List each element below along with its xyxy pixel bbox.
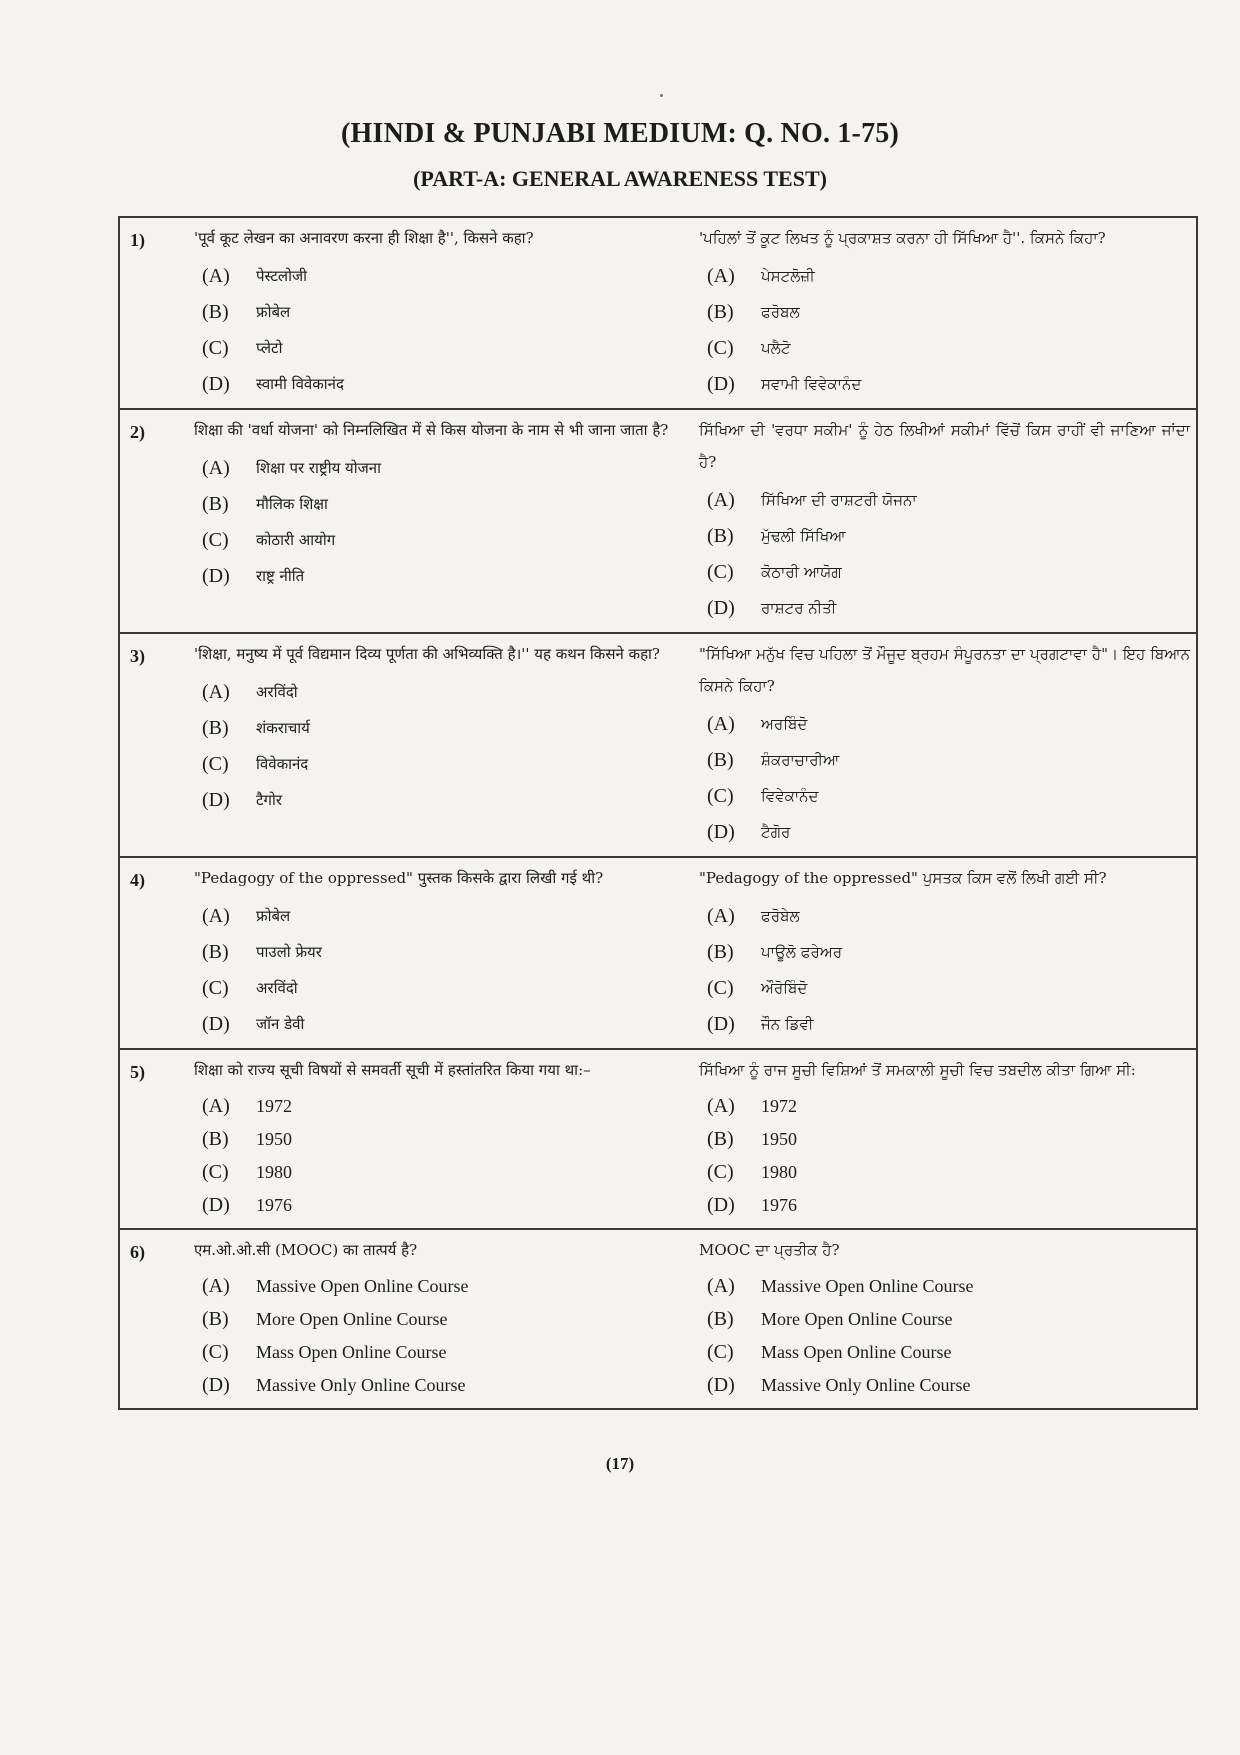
option-letter: (B): [707, 300, 734, 323]
option-letter: (C): [202, 976, 229, 999]
option-letter: (A): [202, 680, 230, 703]
punjabi-option: [699, 934, 1190, 970]
hindi-question-text: शिक्षा की 'वर्धा योजना' को निम्नलिखित में से किस योजना के नाम से भी जाना जाता है?: [194, 421, 669, 439]
question-number: 2): [130, 422, 145, 442]
option-text: ਟੈਗੋਰ: [761, 823, 791, 841]
option-letter: (C): [202, 1161, 229, 1183]
option-text: फ्रोबेल: [256, 303, 291, 321]
option-text: कोठारी आयोग: [256, 531, 336, 549]
punjabi-question-text: MOOC ਦਾ ਪ੍ਰਤੀਕ ਹੈ?: [699, 1241, 840, 1259]
option-letter: (A): [202, 456, 230, 479]
option-letter: (A): [707, 1095, 735, 1117]
option-letter: (D): [707, 1194, 735, 1216]
punjabi-column: [695, 218, 1200, 408]
hindi-option: [194, 1270, 685, 1303]
option-text: Massive Only Online Course: [761, 1375, 971, 1395]
hindi-option: [194, 1006, 685, 1042]
hindi-question-text: "Pedagogy of the oppressed" पुस्तक किसके द्वारा लिखी गई थी?: [194, 869, 604, 887]
option-letter: (C): [202, 1341, 229, 1363]
punjabi-option: [699, 1189, 1190, 1222]
hindi-question-text: शिक्षा को राज्य सूची विषयों से समवर्ती सूची में हस्तांतरित किया गया था:–: [194, 1061, 591, 1079]
option-letter: (D): [202, 1012, 230, 1035]
option-letter: (C): [707, 560, 734, 583]
hindi-option: [194, 782, 685, 818]
option-letter: (C): [202, 336, 229, 359]
option-text: Massive Open Online Course: [256, 1276, 469, 1296]
option-text: अरविंदो: [256, 979, 298, 997]
question-number: 5): [130, 1062, 145, 1082]
hindi-question-text: 'शिक्षा, मनुष्य में पूर्व विद्यमान दिव्य पूर्णता की अभिव्यक्ति है।'' यह कथन किसने कहा?: [194, 645, 660, 663]
page-title: (HINDI & PUNJABI MEDIUM: Q. NO. 1-75): [340, 118, 900, 149]
hindi-option: [194, 366, 685, 402]
option-text: मौलिक शिक्षा: [256, 495, 328, 513]
punjabi-option: [699, 554, 1190, 590]
punjabi-column: [695, 410, 1200, 632]
hindi-question-text: एम.ओ.ओ.सी (MOOC) का तात्पर्य है?: [194, 1241, 418, 1259]
hindi-option: [194, 898, 685, 934]
punjabi-option: [699, 330, 1190, 366]
punjabi-option: [699, 706, 1190, 742]
hindi-option: [194, 1189, 685, 1222]
option-letter: (D): [202, 788, 230, 811]
option-text: राष्ट्र नीति: [256, 567, 305, 585]
scan-speck: [660, 94, 663, 97]
hindi-option: [194, 970, 685, 1006]
hindi-option: [194, 330, 685, 366]
option-text: ਔਰੋਬਿੰਦੋ: [761, 979, 808, 997]
hindi-option: [194, 522, 685, 558]
hindi-option: [194, 486, 685, 522]
option-text: 1972: [256, 1096, 292, 1116]
option-text: ਮੁੱਢਲੀ ਸਿੱਖਿਆ: [761, 527, 846, 545]
option-text: टैगोर: [256, 791, 283, 809]
option-text: Mass Open Online Course: [761, 1342, 952, 1362]
hindi-column: [190, 1050, 695, 1228]
option-letter: (B): [707, 524, 734, 547]
option-letter: (B): [202, 1308, 229, 1330]
hindi-question-text: 'पूर्व कूट लेखन का अनावरण करना ही शिक्षा है'', किसने कहा?: [194, 229, 534, 247]
option-text: 1950: [761, 1129, 797, 1149]
option-text: More Open Online Course: [761, 1309, 953, 1329]
punjabi-option: [699, 1336, 1190, 1369]
option-text: फ्रोबेल: [256, 907, 291, 925]
option-text: ਵਿਵੇਕਾਨੰਦ: [761, 787, 819, 805]
option-text: ਫਰੋਬਲ: [761, 303, 800, 321]
option-letter: (D): [202, 564, 230, 587]
punjabi-option: [699, 1123, 1190, 1156]
option-text: 1972: [761, 1096, 797, 1116]
option-text: स्वामी विवेकानंद: [256, 375, 344, 393]
hindi-option: [194, 258, 685, 294]
hindi-option: [194, 934, 685, 970]
option-text: अरविंदो: [256, 683, 298, 701]
option-letter: (C): [707, 976, 734, 999]
punjabi-option: [699, 970, 1190, 1006]
question-row: [120, 1048, 1196, 1228]
option-text: शंकराचार्य: [256, 719, 310, 737]
punjabi-option: [699, 1369, 1190, 1402]
punjabi-option: [699, 258, 1190, 294]
option-text: 1980: [256, 1162, 292, 1182]
hindi-column: [190, 858, 695, 1048]
hindi-option: [194, 1336, 685, 1369]
option-letter: (B): [707, 1128, 734, 1150]
page-number: (17): [605, 1454, 635, 1473]
option-letter: (D): [707, 596, 735, 619]
punjabi-question-text: 'ਪਹਿਲਾਂ ਤੋਂ ਕੂਟ ਲਿਖਤ ਨੂੰ ਪ੍ਰਕਾਸ਼ਤ ਕਰਨਾ ਹੀ ਸਿੱਖਿਆ ਹੈ''. ਕਿਸਨੇ ਕਿਹਾ?: [699, 229, 1106, 247]
hindi-column: [190, 410, 695, 632]
question-row: [120, 218, 1196, 408]
option-text: ਸ਼ੰਕਰਾਚਾਰੀਆ: [761, 751, 840, 769]
punjabi-option: [699, 1006, 1190, 1042]
option-letter: (D): [707, 820, 735, 843]
punjabi-question-text: "Pedagogy of the oppressed" ਪੁਸਤਕ ਕਿਸ ਵਲੋਂ ਲਿਖੀ ਗਈ ਸੀ?: [699, 869, 1107, 887]
option-letter: (D): [202, 372, 230, 395]
option-letter: (B): [202, 492, 229, 515]
hindi-option: [194, 450, 685, 486]
question-row: [120, 408, 1196, 632]
option-letter: (B): [202, 940, 229, 963]
question-table: [118, 216, 1198, 1410]
option-text: 1980: [761, 1162, 797, 1182]
hindi-column: [190, 218, 695, 408]
option-text: 1950: [256, 1129, 292, 1149]
option-text: ਸਿੱਖਿਆ ਦੀ ਰਾਸ਼ਟਰੀ ਯੋਜਨਾ: [761, 491, 917, 509]
option-text: ਜੌਨ ਡਿਵੀ: [761, 1015, 814, 1033]
option-letter: (B): [707, 940, 734, 963]
option-text: ਪਲੈਟੋ: [761, 339, 791, 357]
option-text: ਅਰਬਿੰਦੋ: [761, 715, 808, 733]
option-text: जॉन डेवी: [256, 1015, 305, 1033]
hindi-option: [194, 746, 685, 782]
question-row: [120, 856, 1196, 1048]
hindi-option: [194, 1156, 685, 1189]
option-letter: (D): [707, 372, 735, 395]
page-subtitle: (PART-A: GENERAL AWARENESS TEST): [413, 166, 827, 191]
option-text: प्लेटो: [256, 339, 283, 357]
question-number: 6): [130, 1242, 145, 1262]
hindi-column: [190, 1230, 695, 1408]
punjabi-option: [699, 778, 1190, 814]
option-letter: (C): [202, 528, 229, 551]
punjabi-column: [695, 634, 1200, 856]
option-letter: (B): [202, 716, 229, 739]
hindi-option: [194, 294, 685, 330]
question-row: [120, 1228, 1196, 1408]
punjabi-option: [699, 1156, 1190, 1189]
option-letter: (D): [707, 1374, 735, 1396]
option-letter: (A): [707, 264, 735, 287]
option-letter: (B): [202, 1128, 229, 1150]
option-letter: (C): [707, 784, 734, 807]
punjabi-option: [699, 1270, 1190, 1303]
punjabi-option: [699, 1090, 1190, 1123]
question-number: 1): [130, 230, 145, 250]
option-letter: (A): [202, 1095, 230, 1117]
hindi-option: [194, 558, 685, 594]
punjabi-option: [699, 294, 1190, 330]
option-letter: (A): [202, 264, 230, 287]
option-text: विवेकानंद: [256, 755, 309, 773]
option-text: ਰਾਸ਼ਟਰ ਨੀਤੀ: [761, 599, 837, 617]
hindi-column: [190, 634, 695, 856]
hindi-option: [194, 674, 685, 710]
option-text: शिक्षा पर राष्ट्रीय योजना: [256, 459, 381, 477]
hindi-option: [194, 1123, 685, 1156]
punjabi-option: [699, 814, 1190, 850]
option-text: Massive Only Online Course: [256, 1375, 466, 1395]
option-letter: (A): [707, 488, 735, 511]
punjabi-option: [699, 742, 1190, 778]
option-letter: (B): [707, 1308, 734, 1330]
punjabi-question-text: ਸਿੱਖਿਆ ਨੂੰ ਰਾਜ ਸੂਚੀ ਵਿਸ਼ਿਆਂ ਤੋਂ ਸਮਕਾਲੀ ਸੂਚੀ ਵਿਚ ਤਬਦੀਲ ਕੀਤਾ ਗਿਆ ਸੀ:: [699, 1061, 1136, 1079]
question-row: [120, 632, 1196, 856]
option-letter: (B): [202, 300, 229, 323]
hindi-option: [194, 1090, 685, 1123]
option-letter: (C): [707, 336, 734, 359]
option-letter: (C): [202, 752, 229, 775]
punjabi-column: [695, 858, 1200, 1048]
option-text: ਸਵਾਮੀ ਵਿਵੇਕਾਨੰਦ: [761, 375, 862, 393]
option-text: पाउलो फ्रेयर: [256, 943, 322, 961]
option-text: More Open Online Course: [256, 1309, 448, 1329]
option-letter: (A): [707, 1275, 735, 1297]
option-letter: (C): [707, 1341, 734, 1363]
question-number: 4): [130, 870, 145, 890]
punjabi-column: [695, 1050, 1200, 1228]
punjabi-option: [699, 482, 1190, 518]
option-letter: (A): [202, 904, 230, 927]
option-text: ਕੋਠਾਰੀ ਆਯੋਗ: [761, 563, 842, 581]
hindi-option: [194, 1369, 685, 1402]
option-text: पेस्टलोजी: [256, 267, 307, 285]
punjabi-option: [699, 366, 1190, 402]
punjabi-option: [699, 590, 1190, 626]
punjabi-question-text: "ਸਿੱਖਿਆ ਮਨੁੱਖ ਵਿਚ ਪਹਿਲਾ ਤੋਂ ਮੌਜੂਦ ਬ੍ਰਹਮ ਸੰਪੂਰਨਤਾ ਦਾ ਪ੍ਰਗਟਾਵਾ ਹੈ"। ਇਹ ਬਿਆਨ ਕਿਸਨੇ ਕਿਹਾ?: [699, 645, 1190, 695]
question-number: 3): [130, 646, 145, 666]
option-letter: (D): [202, 1194, 230, 1216]
option-letter: (B): [707, 748, 734, 771]
option-text: Massive Open Online Course: [761, 1276, 974, 1296]
punjabi-question-text: ਸਿੱਖਿਆ ਦੀ 'ਵਰਧਾ ਸਕੀਮ' ਨੂੰ ਹੇਠ ਲਿਖੀਆਂ ਸਕੀਮਾਂ ਵਿੱਚੋਂ ਕਿਸ ਰਾਹੀਂ ਵੀ ਜਾਣਿਆ ਜਾਂਦਾ ਹੈ?: [699, 421, 1190, 471]
option-text: 1976: [256, 1195, 292, 1215]
punjabi-option: [699, 898, 1190, 934]
hindi-option: [194, 710, 685, 746]
punjabi-option: [699, 518, 1190, 554]
option-letter: (A): [707, 712, 735, 735]
punjabi-column: [695, 1230, 1200, 1408]
option-letter: (D): [202, 1374, 230, 1396]
option-text: ਪੇਸਟਲੋਜ਼ੀ: [761, 267, 815, 285]
option-text: 1976: [761, 1195, 797, 1215]
option-text: ਪਾਊਲੋ ਫਰੇਅਰ: [761, 943, 843, 961]
option-letter: (C): [707, 1161, 734, 1183]
option-letter: (A): [202, 1275, 230, 1297]
hindi-option: [194, 1303, 685, 1336]
option-letter: (A): [707, 904, 735, 927]
option-text: Mass Open Online Course: [256, 1342, 447, 1362]
option-letter: (D): [707, 1012, 735, 1035]
option-text: ਫਰੋਬੇਲ: [761, 907, 800, 925]
punjabi-option: [699, 1303, 1190, 1336]
